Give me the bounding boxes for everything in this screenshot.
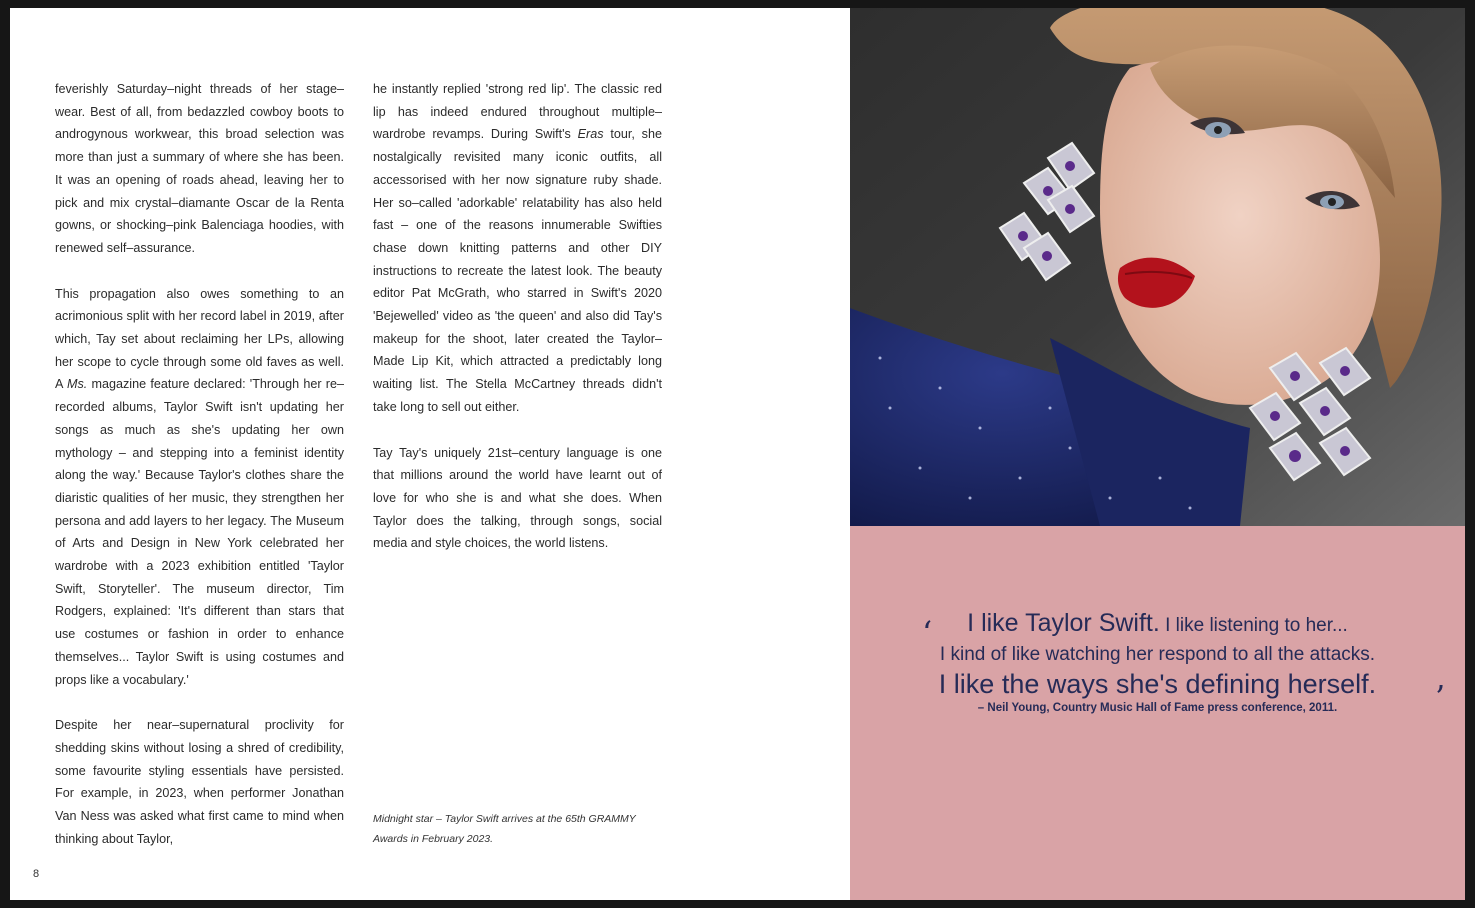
- paragraph: [373, 78, 662, 419]
- quote-line-2: I kind of like watching her respond to all the attacks.: [939, 644, 1376, 665]
- paragraph-text: This propagation also owes something to an acrimonious split with her record label in 2019, after which, Tay set about reclaiming her LPs, allowing her scope to cycle through some old faves as well. A: [55, 286, 344, 392]
- quote-attribution: – Neil Young, Country Music Hall of Fame press conference, 2011.: [977, 702, 1338, 714]
- paragraph: Tay Tay's uniquely 21st–century language is one that millions around the world have learnt out of love for who she is and what she does. When Taylor does the talking, through songs, social media and style choices, the world listens.: [373, 445, 662, 551]
- left-page: [10, 8, 850, 900]
- quote-text-large: I like Taylor Swift.: [967, 609, 1160, 637]
- right-page: [850, 8, 1465, 900]
- paragraph-text: tour, she nostalgically revisited many iconic outfits, all accessorised with her now signature ruby shade. Her so–called 'adorkable' relatability has also held fast – one of the reasons innumerable Swifties chase down knitting patterns and other DIY instructions to recreate the latest look. The beauty editor Pat McGrath, who starred in Swift's 2020 'Bejewelled' video as 'the queen' and also did Tay's makeup for the shoot, later created the Taylor–Made Lip Kit, which attracted a predictably long waiting list. The Stella McCartney threads didn't take long to sell out either.: [373, 127, 662, 414]
- pull-quote: [850, 608, 1465, 714]
- paragraph: feverishly Saturday–night threads of her stage–wear. Best of all, from bedazzled cowboy boots to androgynous workwear, this broad selection was more than just a summary of where she has been. It was an opening of roads ahead, leaving her to pick and mix crystal–diamante Oscar de la Renta gowns, or shocking–pink Balenciaga hoodies, with renewed self–assurance.: [55, 82, 344, 255]
- open-quote-mark: ‘: [922, 614, 933, 652]
- page-number: 8: [33, 868, 40, 880]
- portrait-illustration: [850, 8, 1465, 526]
- paragraph-text: he instantly replied 'strong red lip'. The classic red lip has indeed endured throughout multiple–wardrobe revamps. During Swift's: [373, 82, 662, 142]
- magazine-title: Ms.: [66, 377, 88, 392]
- close-quote-mark: ’: [1435, 678, 1446, 716]
- tour-title: Eras: [577, 127, 604, 142]
- quote-line-3: I like the ways she's defining herself.: [938, 669, 1377, 699]
- quote-line-1: [850, 608, 1465, 641]
- text-column-2: [373, 78, 662, 578]
- quote-text-small: I like listening to her...: [1159, 615, 1348, 636]
- portrait-photo: [850, 8, 1465, 526]
- magazine-spread: [10, 8, 1465, 900]
- photo-caption: Midnight star – Taylor Swift arrives at the 65th GRAMMY Awards in February 2023.: [373, 813, 636, 845]
- text-column-1: [55, 78, 344, 874]
- paragraph: Despite her near–supernatural proclivity for shedding skins without losing a shred of credibility, some favourite styling essentials have persisted. For example, in 2023, when performer Jonathan Van Ness was asked what first came to mind when thinking about Taylor,: [55, 718, 344, 846]
- paragraph-text: magazine feature declared: 'Through her re–recorded albums, Taylor Swift isn't updating her songs as much as she's updating her own mythology – and stepping into a feminist identity along the way.' Because Taylor's clothes share the diaristic qualities of her music, they strengthen her persona and add layers to her legacy. The Museum of Arts and Design in New York celebrated her wardrobe with a 2023 exhibition entitled 'Taylor Swift, Storyteller'. The museum director, Tim Rodgers, explained: 'It's different than stars that use costumes or fashion in order to enhance themselves... Taylor Swift is using costumes and props like a vocabulary.': [55, 377, 344, 687]
- paragraph: [55, 283, 344, 692]
